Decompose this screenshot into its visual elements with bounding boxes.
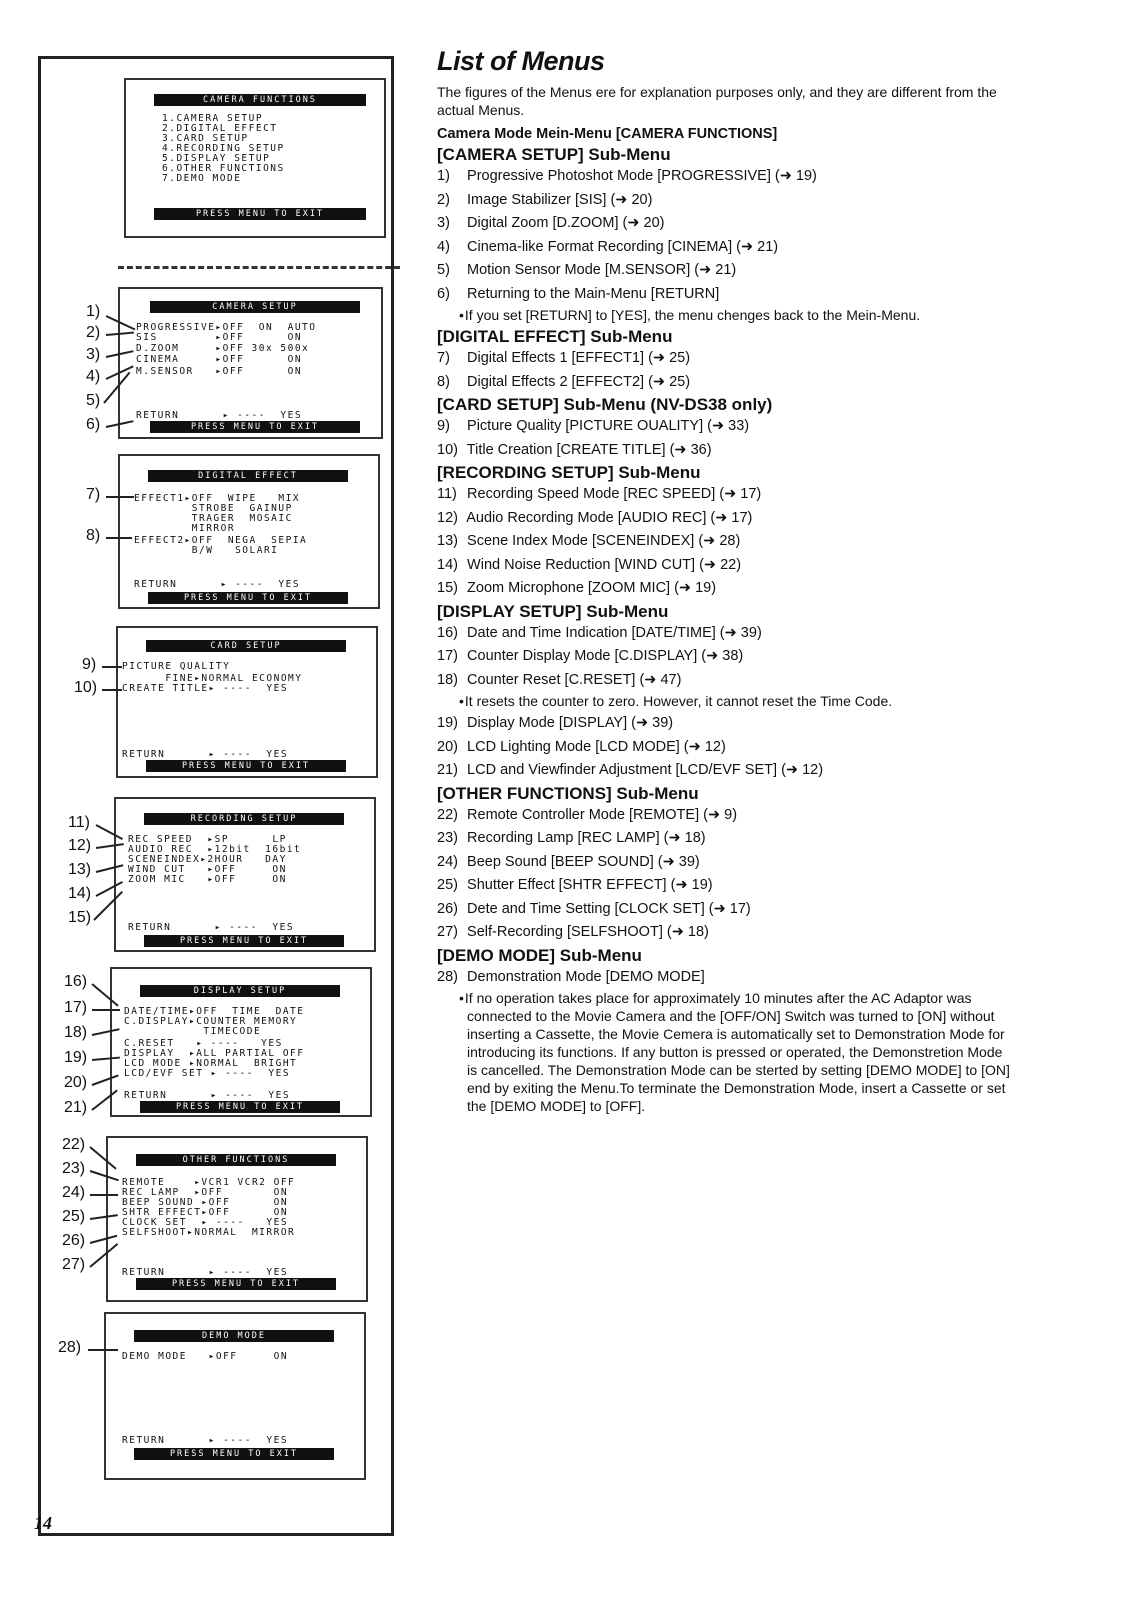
item-number: 11): [437, 486, 457, 502]
screen-return-row: RETURN ▸ ---- YES: [128, 922, 295, 933]
callout-label: 2): [86, 324, 101, 341]
dashed-divider: [118, 266, 400, 269]
item-text: Progressive Photoshot Mode [PROGRESSIVE] (➜ 19): [467, 168, 817, 184]
list-item: [437, 165, 1012, 189]
item-text: Demonstration Mode [DEMO MODE]: [467, 968, 705, 985]
screen-row: AUDIO REC ▸12bit 16bit: [128, 844, 302, 855]
section-heading: [CAMERA SETUP] Sub-Menu: [437, 145, 671, 164]
item-text: Date and Time Indication [DATE/TIME] (➜ 39): [467, 624, 762, 641]
leader-line: [102, 689, 122, 691]
screen-row: TIMECODE: [124, 1026, 262, 1037]
screen-title-bar: CAMERA SETUP: [150, 301, 360, 313]
screen-return-row: RETURN ▸ ---- YES: [136, 410, 303, 421]
item-text: Recording Lamp [REC LAMP] (➜ 18): [467, 830, 706, 846]
item-text: Recording Speed Mode [REC SPEED] (➜ 17): [467, 486, 762, 502]
callout-label: 14): [68, 885, 92, 902]
screen-title-bar: CARD SETUP: [146, 640, 346, 652]
item-number: 8): [437, 373, 450, 390]
item-text: Digital Effects 1 [EFFECT1] (➜ 25): [467, 350, 691, 366]
callout-label: 13): [68, 861, 92, 878]
screen-row: REC SPEED ▸SP LP: [128, 834, 287, 845]
item-number: 28): [437, 968, 458, 985]
item-text: Shutter Effect [SHTR EFFECT] (➜ 19): [467, 877, 713, 893]
list-item: [437, 759, 1012, 783]
item-number: 14): [437, 556, 458, 573]
screen-row: WIND CUT ▸OFF ON: [128, 864, 287, 875]
list-item: [437, 415, 1012, 439]
screen-row: MIRROR: [134, 523, 236, 534]
leader-line: [106, 537, 132, 539]
screen-display-setup: [110, 967, 372, 1117]
item-number: 19): [437, 715, 458, 731]
screen-other-functions: [106, 1136, 368, 1302]
item-number: 20): [437, 738, 458, 755]
screen-row: C.RESET ▸ ---- YES: [124, 1038, 283, 1049]
leader-line: [92, 1009, 120, 1011]
callout-label: 11): [68, 814, 90, 831]
leader-line: [90, 1194, 118, 1196]
list-item: [437, 483, 1012, 507]
item-text: Scene Index Mode [SCENEINDEX] (➜ 28): [467, 533, 741, 549]
page-title: List of Menus: [437, 46, 605, 76]
screen-row: CINEMA ▸OFF ON: [136, 354, 303, 365]
main-menu-heading: Camera Mode Mein-Menu [CAMERA FUNCTIONS]: [437, 126, 778, 142]
screen-card-setup: [116, 626, 378, 778]
section-heading: [DISPLAY SETUP] Sub-Menu: [437, 601, 669, 621]
screen-footer-bar: PRESS MENU TO EXIT: [140, 1101, 340, 1113]
screen-footer-bar: PRESS MENU TO EXIT: [144, 935, 344, 947]
item-number: 5): [437, 262, 450, 278]
callout-label: 18): [64, 1024, 88, 1041]
intro-text: The figures of the Menus ere for explanation purposes only, and they are different from the actual Menus.: [437, 84, 997, 118]
screen-footer-bar: PRESS MENU TO EXIT: [154, 208, 366, 220]
screen-row: PROGRESSIVE▸OFF ON AUTO: [136, 322, 317, 333]
list-item: [437, 851, 1012, 875]
item-text: Counter Display Mode [C.DISPLAY] (➜ 38): [467, 648, 744, 664]
callout-label: 6): [86, 416, 101, 433]
item-text: Digital Effects 2 [EFFECT2] (➜ 25): [467, 373, 691, 390]
list-item: [437, 622, 1012, 646]
list-item: [437, 283, 1012, 307]
item-text: Display Mode [DISPLAY] (➜ 39): [467, 715, 674, 731]
screen-row: PICTURE QUALITY: [122, 661, 231, 672]
callout-label: 24): [62, 1184, 86, 1201]
list-item: [437, 371, 1012, 395]
callout-label: 17): [64, 999, 88, 1016]
item-text: Returning to the Main-Menu [RETURN]: [467, 285, 720, 302]
note-text: • If you set [RETURN] to [YES], the menu chenges back to the Mein-Menu.: [467, 306, 1012, 324]
screen-row: EFFECT2▸OFF NEGA SEPIA: [134, 535, 308, 546]
leader-line: [102, 666, 122, 668]
callout-label: 15): [68, 909, 92, 926]
screen-row: FINE▸NORMAL ECONOMY: [122, 673, 303, 684]
item-number: 13): [437, 533, 458, 549]
item-number: 2): [437, 191, 450, 208]
leader-line: [106, 496, 134, 498]
callout-label: 23): [62, 1160, 86, 1177]
screen-row: 2.DIGITAL EFFECT: [162, 123, 278, 134]
screen-return-row: RETURN ▸ ---- YES: [124, 1090, 291, 1101]
screen-camera-functions: [124, 78, 386, 238]
callout-label: 25): [62, 1208, 86, 1225]
item-number: 26): [437, 900, 458, 917]
item-number: 24): [437, 853, 458, 870]
note-text: • It resets the counter to zero. However, it cannot reset the Time Code.: [467, 692, 1012, 710]
screen-row: REC LAMP ▸OFF ON: [122, 1187, 289, 1198]
item-text: LCD Lighting Mode [LCD MODE] (➜ 12): [467, 738, 726, 755]
screen-footer-bar: PRESS MENU TO EXIT: [146, 760, 346, 772]
list-item: [437, 189, 1012, 213]
screen-row: 6.OTHER FUNCTIONS: [162, 163, 285, 174]
screen-row: LCD MODE ▸NORMAL BRIGHT: [124, 1058, 298, 1069]
section-heading: [RECORDING SETUP] Sub-Menu: [437, 463, 701, 482]
item-number: 27): [437, 924, 458, 940]
item-text: Zoom Microphone [ZOOM MIC] (➜ 19): [467, 580, 717, 596]
list-item: [437, 554, 1012, 578]
item-text: Image Stabilizer [SIS] (➜ 20): [467, 191, 653, 208]
callout-label: 26): [62, 1232, 86, 1249]
list-item: [437, 507, 1012, 531]
item-text: Counter Reset [C.RESET] (➜ 47): [467, 671, 682, 688]
screen-row: DATE/TIME▸OFF TIME DATE: [124, 1006, 305, 1017]
list-item: [437, 669, 1012, 693]
item-number: 15): [437, 580, 458, 596]
screen-row: 1.CAMERA SETUP: [162, 113, 264, 124]
callout-label: 20): [64, 1074, 88, 1091]
screen-row: STROBE GAINUP: [134, 503, 293, 514]
item-text: Motion Sensor Mode [M.SENSOR] (➜ 21): [467, 262, 737, 278]
item-text: Title Creation [CREATE TITLE] (➜ 36): [466, 441, 712, 458]
item-text: LCD and Viewfinder Adjustment [LCD/EVF SET] (➜ 12): [467, 762, 824, 778]
menu-list-column: [437, 46, 1012, 1117]
callout-label: 28): [58, 1339, 82, 1356]
item-text: Dete and Time Setting [CLOCK SET] (➜ 17): [467, 900, 751, 917]
screen-title-bar: CAMERA FUNCTIONS: [154, 94, 366, 106]
list-item: [437, 827, 1012, 851]
item-number: 18): [437, 671, 458, 688]
item-number: 17): [437, 648, 458, 664]
item-number: 3): [437, 215, 450, 231]
screen-title-bar: DEMO MODE: [134, 1330, 334, 1342]
item-number: 4): [437, 238, 450, 255]
list-item: [437, 874, 1012, 898]
callout-label: 27): [62, 1256, 86, 1273]
item-text: Remote Controller Mode [REMOTE] (➜ 9): [467, 806, 738, 823]
item-text: Picture Quality [PICTURE OUALITY] (➜ 33): [467, 418, 750, 434]
list-item: [437, 347, 1012, 371]
item-number: 1): [437, 168, 450, 184]
screen-row: B/W SOLARI: [134, 545, 279, 556]
screen-row: 3.CARD SETUP: [162, 133, 249, 144]
screen-footer-bar: PRESS MENU TO EXIT: [150, 421, 360, 433]
item-number: 7): [437, 350, 450, 366]
screen-row: SELFSHOOT▸NORMAL MIRROR: [122, 1227, 296, 1238]
list-item: [437, 236, 1012, 260]
list-item: [437, 577, 1012, 601]
screen-title-bar: DIGITAL EFFECT: [148, 470, 348, 482]
screen-row: CLOCK SET ▸ ---- YES: [122, 1217, 289, 1228]
list-item: [437, 736, 1012, 760]
list-item: [437, 712, 1012, 736]
screen-footer-bar: PRESS MENU TO EXIT: [134, 1448, 334, 1460]
leader-line: [88, 1349, 118, 1351]
screen-return-row: RETURN ▸ ---- YES: [122, 1267, 289, 1278]
item-text: Beep Sound [BEEP SOUND] (➜ 39): [467, 853, 700, 870]
callout-label: 10): [74, 679, 98, 696]
callout-label: 7): [86, 486, 101, 503]
section-heading: [CARD SETUP] Sub-Menu (NV-DS38 only): [437, 395, 773, 414]
list-item: [437, 212, 1012, 236]
screen-title-bar: DISPLAY SETUP: [140, 985, 340, 997]
screen-return-row: RETURN ▸ ---- YES: [122, 1435, 289, 1446]
callout-label: 5): [86, 392, 101, 409]
screen-row: DEMO MODE ▸OFF ON: [122, 1351, 289, 1362]
screen-row: 4.RECORDING SETUP: [162, 143, 285, 154]
item-number: 10): [437, 441, 458, 458]
screen-camera-setup: [118, 287, 383, 439]
screen-row: C.DISPLAY▸COUNTER MEMORY: [124, 1016, 298, 1027]
screen-row: LCD/EVF SET ▸ ---- YES: [124, 1068, 291, 1079]
list-item: [437, 966, 1012, 990]
screen-row: D.ZOOM ▸OFF 30x 500x: [136, 343, 310, 354]
screen-row: ZOOM MIC ▸OFF ON: [128, 874, 287, 885]
item-number: 23): [437, 830, 458, 846]
section-heading: [OTHER FUNCTIONS] Sub-Menu: [437, 783, 699, 803]
callout-label: 3): [86, 346, 101, 363]
screen-demo-mode: [104, 1312, 366, 1480]
callout-label: 16): [64, 973, 88, 990]
screen-row: SCENEINDEX▸2HOUR DAY: [128, 854, 287, 865]
item-text: Self-Recording [SELFSHOOT] (➜ 18): [467, 924, 709, 940]
screen-digital-effect: [118, 454, 380, 609]
screen-row: DISPLAY ▸ALL PARTIAL OFF: [124, 1048, 305, 1059]
callout-label: 21): [64, 1099, 88, 1116]
item-text: Digital Zoom [D.ZOOM] (➜ 20): [467, 215, 665, 231]
screen-footer-bar: PRESS MENU TO EXIT: [136, 1278, 336, 1290]
screen-row: SHTR EFFECT▸OFF ON: [122, 1207, 289, 1218]
screen-title-bar: RECORDING SETUP: [144, 813, 344, 825]
screen-row: M.SENSOR ▸OFF ON: [136, 366, 303, 377]
callout-label: 12): [68, 837, 92, 854]
list-item: [437, 530, 1012, 554]
screen-row: 7.DEMO MODE: [162, 173, 242, 184]
callout-label: 8): [86, 527, 101, 544]
screen-row: EFFECT1▸OFF WIPE MIX: [134, 493, 301, 504]
list-item: [437, 259, 1012, 283]
item-number: 21): [437, 762, 458, 778]
list-item: [437, 898, 1012, 922]
screen-footer-bar: PRESS MENU TO EXIT: [148, 592, 348, 604]
section-heading: [DIGITAL EFFECT] Sub-Menu: [437, 327, 673, 346]
item-number: 25): [437, 877, 458, 893]
screen-title-bar: OTHER FUNCTIONS: [136, 1154, 336, 1166]
screen-recording-setup: [114, 797, 376, 952]
callout-label: 1): [86, 303, 101, 320]
callout-label: 9): [82, 656, 97, 673]
list-item: [437, 645, 1012, 669]
item-number: 6): [437, 285, 450, 302]
list-item: [437, 921, 1012, 945]
screen-row: TRAGER MOSAIC: [134, 513, 293, 524]
item-number: 9): [437, 418, 450, 434]
screen-row: 5.DISPLAY SETUP: [162, 153, 271, 164]
screen-row: SIS ▸OFF ON: [136, 332, 303, 343]
screen-return-row: RETURN ▸ ---- YES: [134, 579, 301, 590]
item-number: 22): [437, 806, 458, 823]
callout-label: 19): [64, 1049, 88, 1066]
callout-label: 4): [86, 368, 101, 385]
list-item: [437, 804, 1012, 828]
screen-row: BEEP SOUND ▸OFF ON: [122, 1197, 289, 1208]
section-heading: [DEMO MODE] Sub-Menu: [437, 945, 642, 965]
screen-row: CREATE TITLE▸ ---- YES: [122, 683, 289, 694]
item-text: Audio Recording Mode [AUDIO REC] (➜ 17): [466, 509, 753, 526]
screen-return-row: RETURN ▸ ---- YES: [122, 749, 289, 760]
callout-label: 22): [62, 1136, 86, 1153]
screen-row: REMOTE ▸VCR1 VCR2 OFF: [122, 1177, 296, 1188]
item-number: 12): [437, 509, 458, 526]
page-number: 14: [34, 1513, 52, 1533]
item-text: Cinema-like Format Recording [CINEMA] (➜ 21): [467, 238, 779, 255]
item-text: Wind Noise Reduction [WIND CUT] (➜ 22): [467, 556, 742, 573]
note-text: • If no operation takes place for approximately 10 minutes after the AC Adaptor was connected to the Movie Camera and the [OFF/ON] Switch was turned to [ON] without inserting a Cassette, the Movie Cemera is automatically set to Demonstration Mode for introducing its functions. If any button is pressed or operated, the Demonstretion Mode is cancelled. The Demonstration Mode can be sterted by setting [DEMO MODE] to [ON] end by exiting the Menu.To terminate the Demonstration Mode, insert a Cassette or set the [DEMO MODE] to [OFF].: [467, 989, 1012, 1115]
item-number: 16): [437, 624, 458, 641]
list-item: [437, 439, 1012, 463]
